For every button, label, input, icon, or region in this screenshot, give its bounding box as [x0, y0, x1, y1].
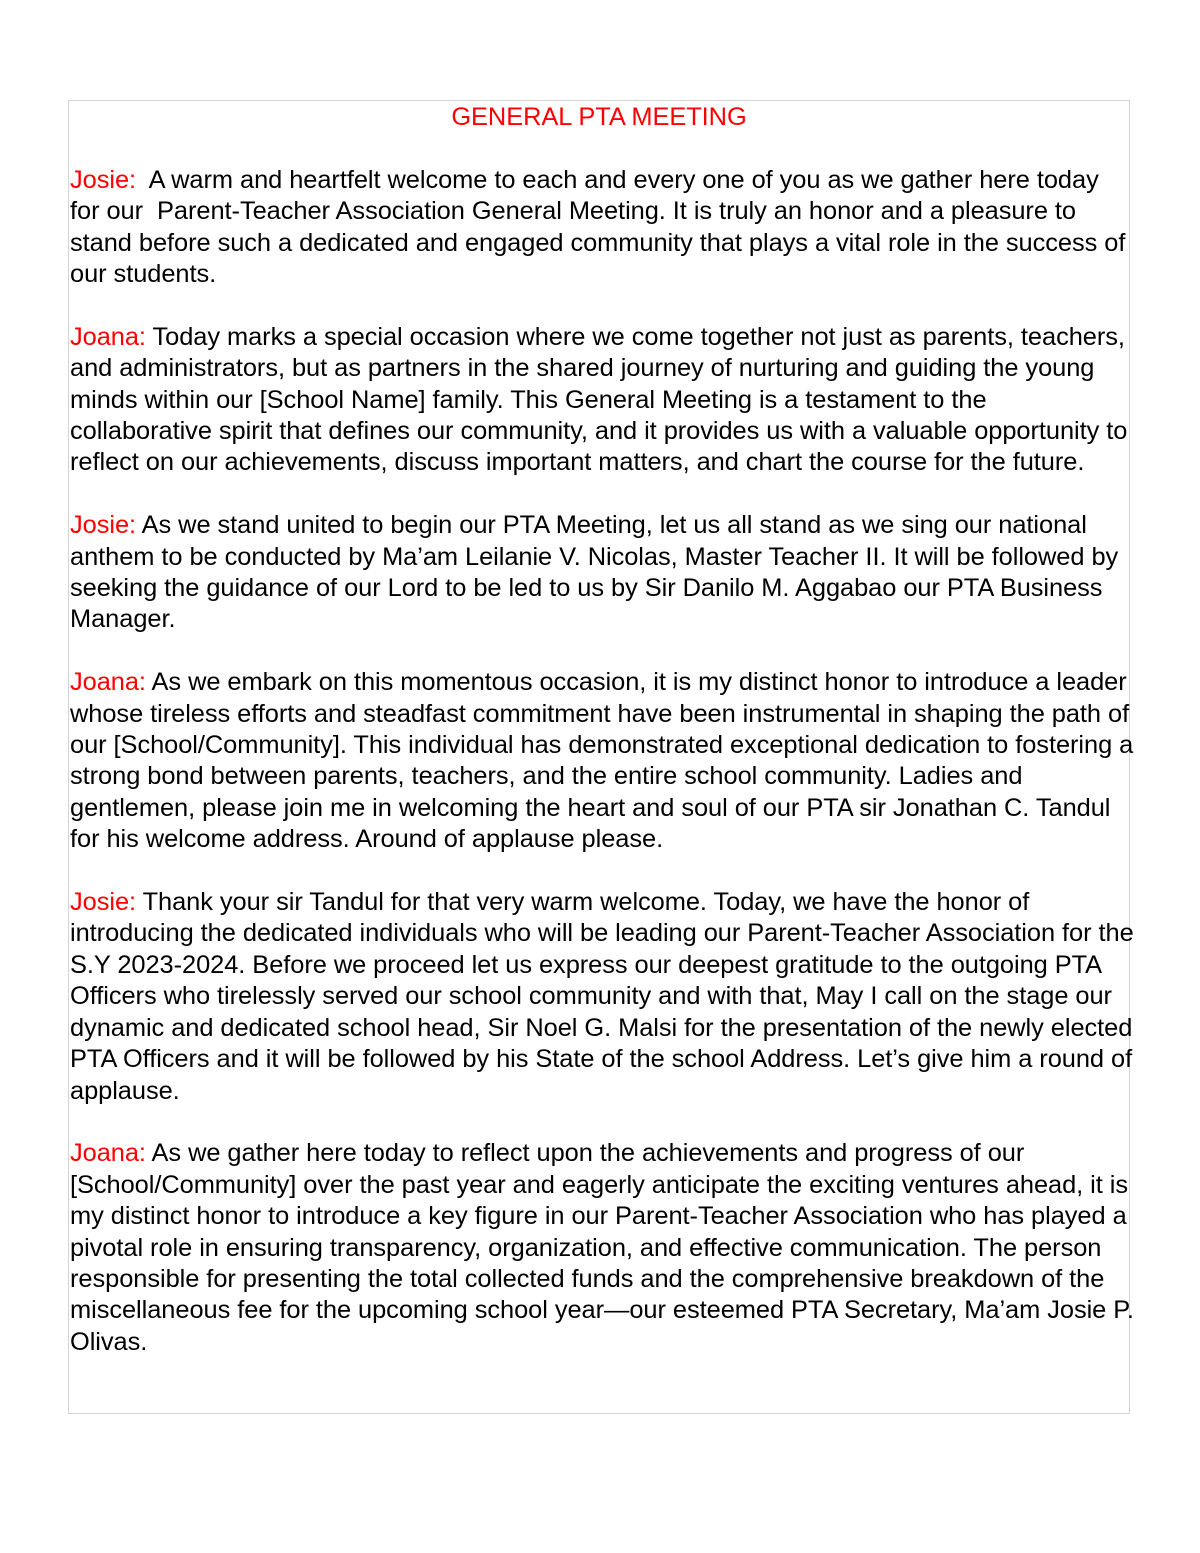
script-paragraph [70, 322, 1134, 479]
speaker-name: Josie: [70, 888, 137, 917]
speaker-name: Josie: [70, 511, 137, 540]
paragraph-text: Thank your sir Tandul for that very warm welcome. Today, we have the honor of introducing the dedicated individuals who will be leading our Parent-Teacher Association for the S.Y 2023-2024. Before we proceed let us express our deepest gratitude to the outgoing PTA Officers who tirelessly served our school community and with that, May I call on the stage our dynamic and dedicated school head, Sir Noel G. Malsi for the presentation of the newly elected PTA Officers and it will be followed by his State of the school Address. Let’s give him a round of applause. [70, 888, 1134, 1105]
script-paragraph [70, 165, 1134, 291]
speaker-name: Josie: [70, 165, 137, 194]
script-paragraph [70, 1138, 1134, 1358]
paragraph-text: As we embark on this momentous occasion, it is my distinct honor to introduce a leader whose tireless efforts and steadfast commitment have been instrumental in shaping the path of our [School/Community]. This individual has demonstrated exceptional dedication to fostering a strong bond between parents, teachers, and the entire school community. Ladies and gentlemen, please join me in welcoming the heart and soul of our PTA sir Jonathan C. Tandul for his welcome address. Around of applause please. [70, 668, 1134, 854]
script-paragraph [70, 887, 1134, 1107]
script-paragraph [70, 667, 1134, 855]
script-paragraph [70, 510, 1134, 636]
document-title: GENERAL PTA MEETING [451, 103, 747, 131]
document-body [70, 102, 1134, 1358]
speaker-name: Joana: [70, 668, 146, 697]
speaker-name: Joana: [70, 322, 146, 351]
paragraph-text: As we gather here today to reflect upon the achievements and progress of our [School/Community] over the past year and eagerly anticipate the exciting ventures ahead, it is my distinct honor to introduce a key figure in our Parent-Teacher Association who has played a pivotal role in ensuring transparency, organization, and effective communication. The person responsible for presenting the total collected funds and the comprehensive breakdown of the miscellaneous fee for the upcoming school year—our esteemed PTA Secretary, Ma’am Josie P. Olivas. [70, 1139, 1134, 1356]
speaker-name: Joana: [70, 1139, 146, 1168]
paragraph-text: As we stand united to begin our PTA Meeting, let us all stand as we sing our national anthem to be conducted by Ma’am Leilanie V. Nicolas, Master Teacher II. It will be followed by seeking the guidance of our Lord to be led to us by Sir Danilo M. Aggabao our PTA Business Manager. [70, 511, 1119, 634]
paragraph-text: Today marks a special occasion where we come together not just as parents, teachers, and administrators, but as partners in the shared journey of nurturing and guiding the young minds within our [School Name] family. This General Meeting is a testament to the collaborative spirit that defines our community, and it provides us with a valuable opportunity to reflect on our achievements, discuss important matters, and chart the course for the future. [70, 322, 1128, 477]
paragraph-text: A warm and heartfelt welcome to each and every one of you as we gather here today for our Parent-Teacher Association General Meeting. It is truly an honor and a pleasure to stand before such a dedicated and engaged community that plays a vital role in the success of our students. [70, 165, 1133, 289]
